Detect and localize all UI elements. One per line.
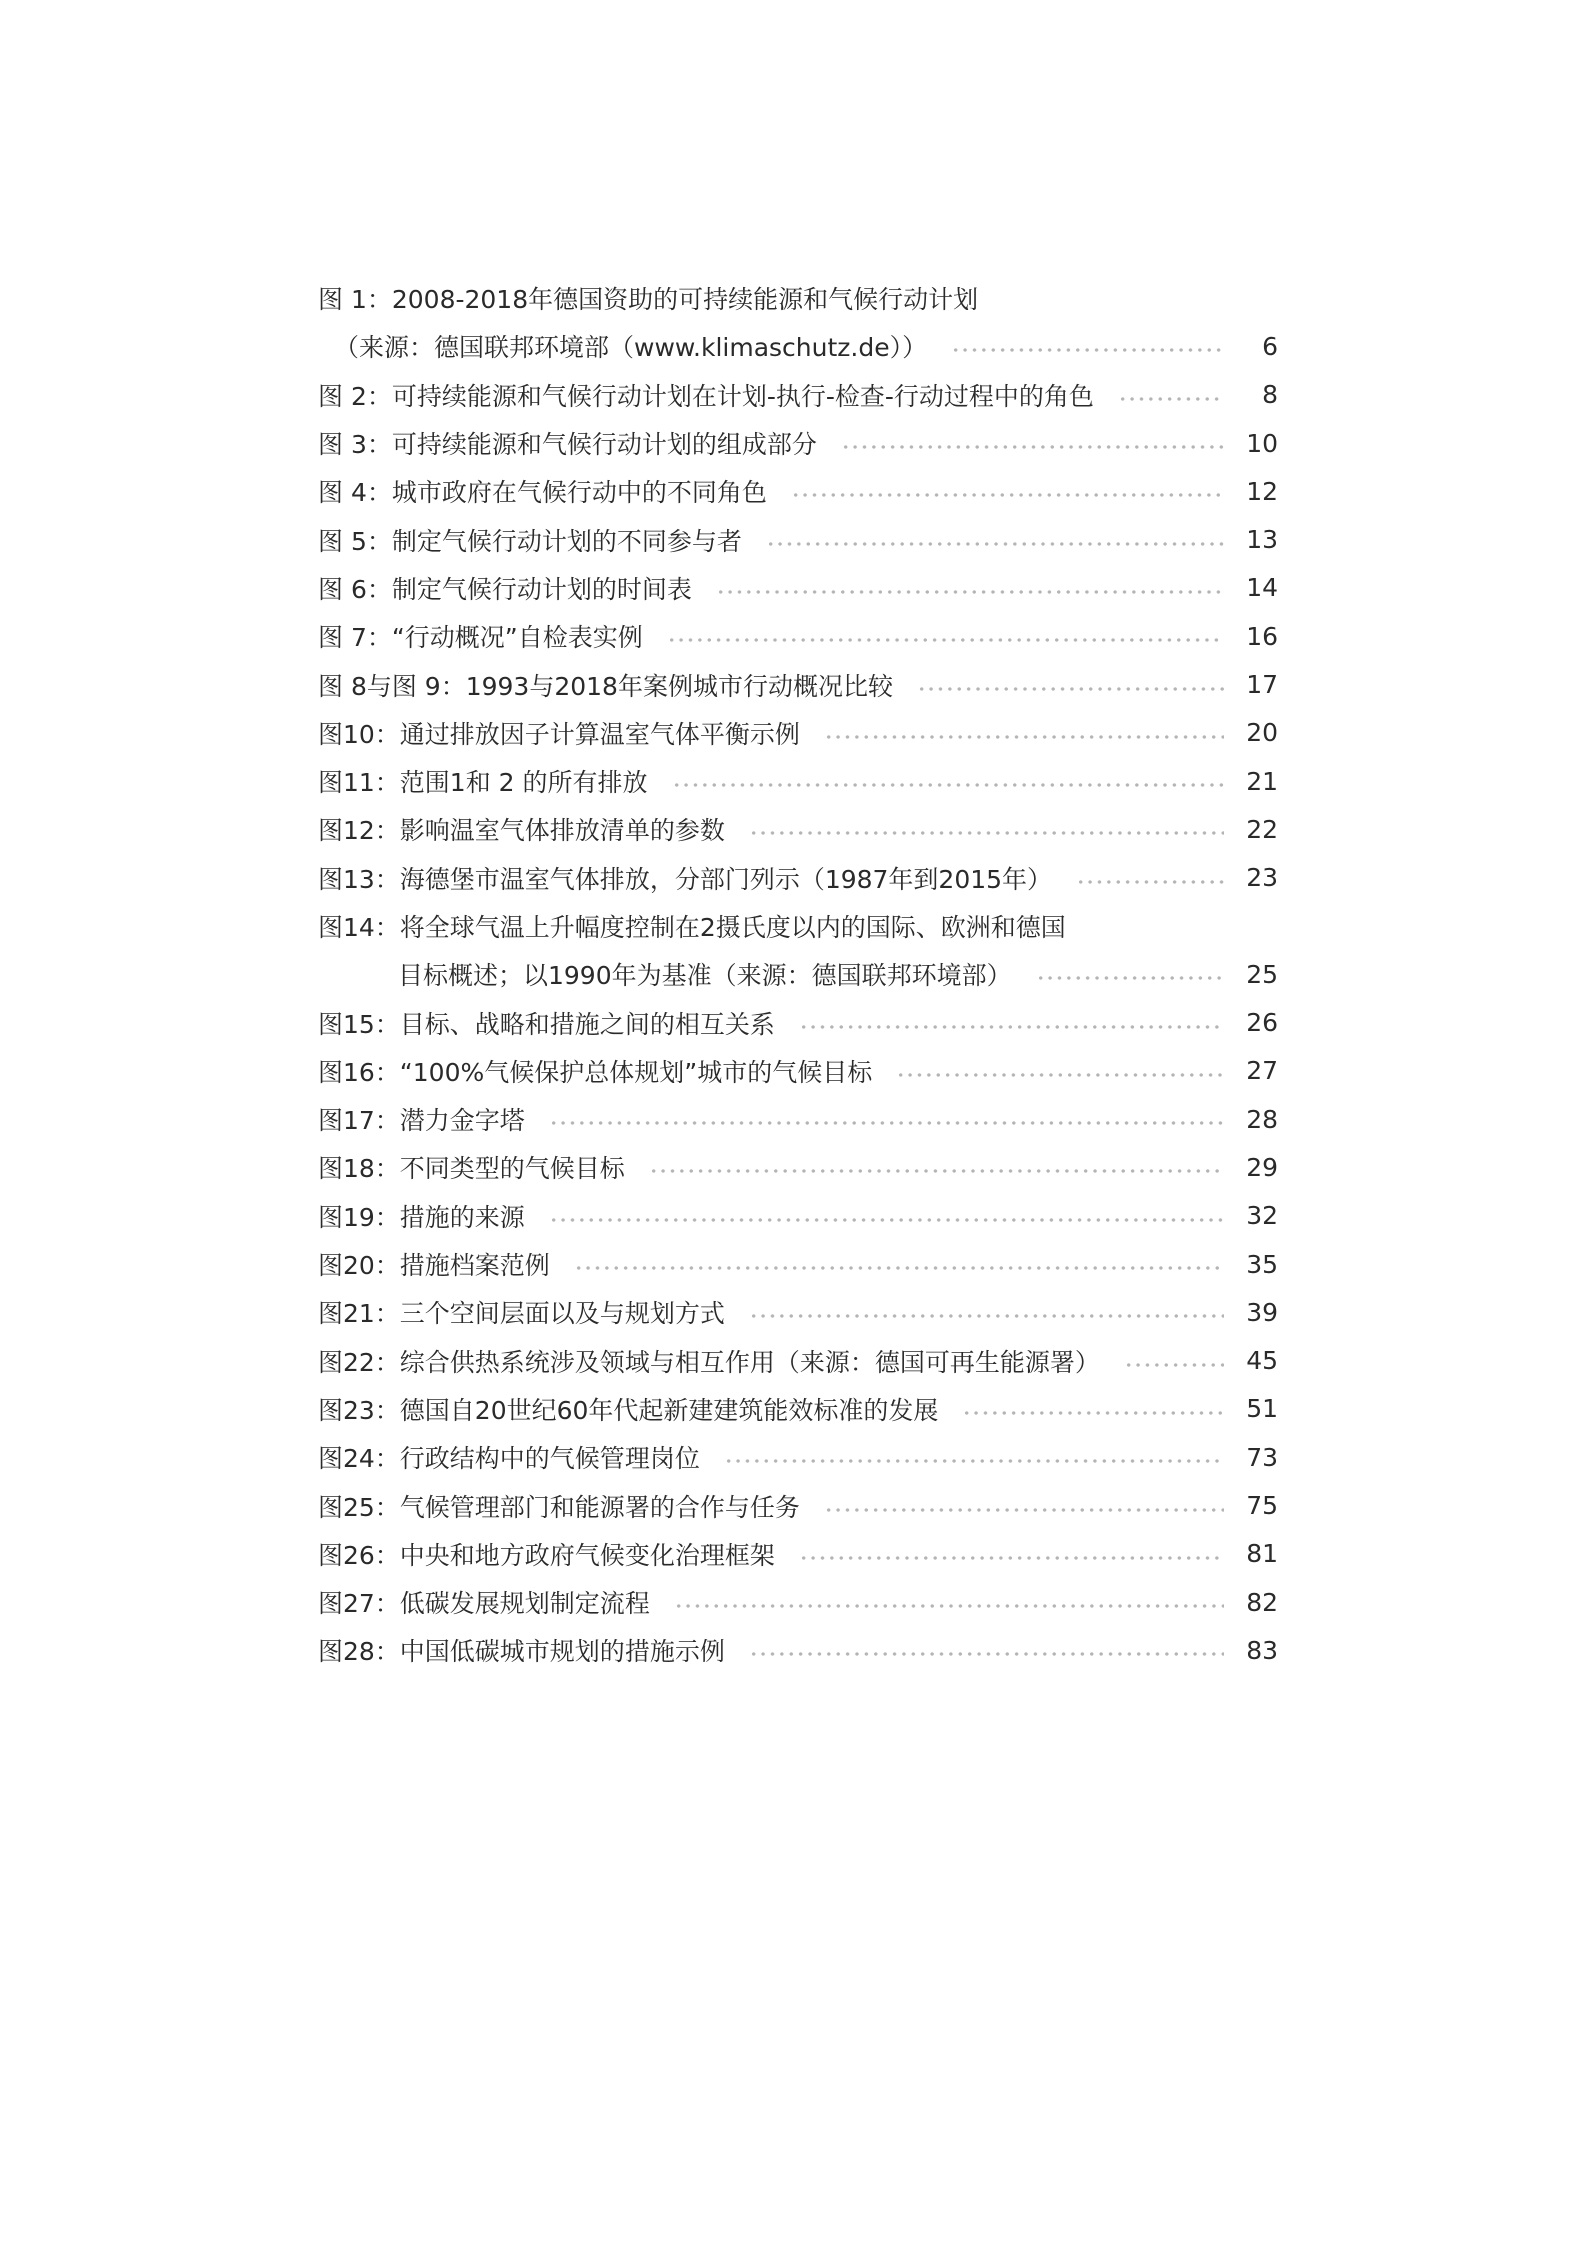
toc-entry-page: 14	[1246, 573, 1278, 603]
toc-entry-title: 图 2：可持续能源和气候行动计划在计划-执行-检查-行动过程中的角色	[318, 381, 1094, 411]
toc-entry-page: 82	[1246, 1587, 1278, 1617]
toc-entry[interactable]	[318, 467, 1278, 515]
dot-leader	[549, 1218, 1224, 1222]
toc-entry-page: 13	[1246, 525, 1278, 555]
toc-entry-page: 20	[1246, 718, 1278, 748]
list-of-figures	[318, 274, 1278, 1675]
toc-entry[interactable]	[318, 805, 1278, 853]
toc-entry-page: 17	[1246, 670, 1278, 700]
toc-entry-page: 83	[1246, 1635, 1278, 1665]
dot-leader	[649, 1169, 1224, 1173]
toc-entry-title: 图 7：“行动概况”自检表实例	[318, 623, 643, 653]
toc-entry[interactable]	[318, 1047, 1278, 1095]
toc-entry-title: 图27：低碳发展规划制定流程	[318, 1589, 650, 1619]
toc-entry[interactable]	[318, 564, 1278, 612]
toc-entry-title: 图26：中央和地方政府气候变化治理框架	[318, 1540, 775, 1570]
dot-leader	[791, 493, 1224, 497]
toc-entry-title: 图28：中国低碳城市规划的措施示例	[318, 1637, 725, 1667]
toc-entry[interactable]	[318, 1337, 1278, 1385]
toc-entry-page: 73	[1246, 1442, 1278, 1472]
dot-leader	[962, 1411, 1224, 1415]
toc-entry-title: 图21：三个空间层面以及与规划方式	[318, 1299, 725, 1329]
toc-entry-title: 图15：目标、战略和措施之间的相互关系	[318, 1009, 775, 1039]
toc-entry-title: 图22：综合供热系统涉及领域与相互作用（来源：德国可再生能源署）	[318, 1347, 1100, 1377]
toc-entry-title: 图 8与图 9：1993与2018年案例城市行动概况比较	[318, 671, 893, 701]
toc-entry[interactable]	[318, 1288, 1278, 1336]
toc-entry[interactable]	[318, 515, 1278, 563]
toc-entry-page: 21	[1246, 766, 1278, 796]
toc-entry-title: 图10：通过排放因子计算温室气体平衡示例	[318, 719, 800, 749]
dot-leader	[824, 1508, 1224, 1512]
dot-leader	[896, 1073, 1224, 1077]
dot-leader	[917, 687, 1224, 691]
toc-entry-page: 10	[1246, 428, 1278, 458]
dot-leader	[824, 735, 1224, 739]
toc-entry[interactable]	[318, 1626, 1278, 1674]
dot-leader	[1076, 880, 1224, 884]
toc-entry-title: 图18：不同类型的气候目标	[318, 1154, 625, 1184]
toc-entry[interactable]	[318, 1578, 1278, 1626]
toc-entry-page: 6	[1262, 331, 1278, 361]
dot-leader	[716, 590, 1224, 594]
toc-entry-page: 22	[1246, 814, 1278, 844]
toc-entry-title: 目标概述；以1990年为基准（来源：德国联邦环境部）	[398, 961, 1012, 991]
toc-entry-title: 图 1：2008-2018年德国资助的可持续能源和气候行动计划	[318, 285, 979, 315]
toc-entry-page: 23	[1246, 863, 1278, 893]
toc-entry-title: 图20：措施档案范例	[318, 1251, 550, 1281]
toc-entry-title: 图14：将全球气温上升幅度控制在2摄氏度以内的国际、欧洲和德国	[318, 913, 1066, 942]
toc-entry[interactable]	[318, 612, 1278, 660]
dot-leader	[749, 1652, 1224, 1656]
toc-entry[interactable]	[318, 660, 1278, 708]
toc-entry[interactable]	[318, 902, 1278, 950]
toc-entry[interactable]	[318, 1433, 1278, 1481]
toc-entry-title: 图 4：城市政府在气候行动中的不同角色	[318, 478, 767, 508]
toc-entry[interactable]	[318, 1385, 1278, 1433]
dot-leader	[951, 348, 1224, 352]
toc-entry[interactable]	[318, 419, 1278, 467]
toc-entry-page: 25	[1246, 959, 1278, 989]
toc-entry-page: 32	[1246, 1201, 1278, 1231]
toc-entry-title: 图11：范围1和 2 的所有排放	[318, 768, 648, 798]
dot-leader	[1036, 976, 1224, 980]
toc-entry[interactable]	[318, 1530, 1278, 1578]
dot-leader	[1118, 397, 1224, 401]
dot-leader	[799, 1556, 1224, 1560]
toc-entry-title: 图13：海德堡市温室气体排放，分部门列示（1987年到2015年）	[318, 864, 1053, 894]
toc-entry-page: 75	[1246, 1491, 1278, 1521]
toc-entry-title: 图 5：制定气候行动计划的不同参与者	[318, 526, 742, 556]
toc-entry[interactable]	[318, 854, 1278, 902]
toc-entry-page: 16	[1246, 621, 1278, 651]
toc-entry[interactable]	[318, 1240, 1278, 1288]
toc-entry-title: 图 6：制定气候行动计划的时间表	[318, 574, 692, 604]
toc-entry-title: 图24：行政结构中的气候管理岗位	[318, 1444, 700, 1474]
toc-entry-title: 图25：气候管理部门和能源署的合作与任务	[318, 1492, 800, 1522]
toc-entry[interactable]	[318, 1481, 1278, 1529]
dot-leader	[1124, 1363, 1224, 1367]
toc-entry-title: 图16：“100%气候保护总体规划”城市的气候目标	[318, 1057, 873, 1087]
toc-entry-page: 12	[1246, 476, 1278, 506]
toc-entry[interactable]	[318, 998, 1278, 1046]
toc-entry-title: 图19：措施的来源	[318, 1202, 525, 1232]
dot-leader	[841, 445, 1224, 449]
toc-entry-page: 8	[1262, 380, 1278, 410]
dot-leader	[672, 783, 1224, 787]
dot-leader	[799, 1025, 1224, 1029]
toc-entry-page: 26	[1246, 1008, 1278, 1038]
toc-entry[interactable]	[318, 757, 1278, 805]
dot-leader	[749, 1314, 1224, 1318]
dot-leader	[549, 1121, 1224, 1125]
dot-leader	[724, 1459, 1224, 1463]
toc-entry[interactable]	[318, 1095, 1278, 1143]
dot-leader	[674, 1604, 1224, 1608]
toc-entry-page: 81	[1246, 1539, 1278, 1569]
toc-entry[interactable]	[318, 709, 1278, 757]
toc-entry[interactable]	[318, 1192, 1278, 1240]
toc-entry-page: 45	[1246, 1346, 1278, 1376]
dot-leader	[574, 1266, 1224, 1270]
toc-entry-title: （来源：德国联邦环境部（www.klimaschutz.de））	[334, 333, 928, 363]
toc-entry-page: 29	[1246, 1152, 1278, 1182]
toc-entry[interactable]	[318, 1143, 1278, 1191]
toc-entry-title: 图 3：可持续能源和气候行动计划的组成部分	[318, 430, 817, 460]
toc-entry-page: 51	[1246, 1394, 1278, 1424]
toc-entry-page: 28	[1246, 1104, 1278, 1134]
dot-leader	[766, 542, 1224, 546]
dot-leader	[749, 831, 1224, 835]
toc-entry-page: 39	[1246, 1297, 1278, 1327]
toc-entry[interactable]	[318, 371, 1278, 419]
toc-entry-title: 图12：影响温室气体排放清单的参数	[318, 816, 725, 846]
dot-leader	[667, 638, 1224, 642]
toc-entry[interactable]	[318, 274, 1278, 322]
toc-entry[interactable]	[318, 322, 1278, 370]
toc-entry-title: 图17：潜力金字塔	[318, 1106, 525, 1136]
toc-entry-title: 图23：德国自20世纪60年代起新建建筑能效标准的发展	[318, 1395, 939, 1425]
toc-entry-page: 35	[1246, 1249, 1278, 1279]
toc-entry[interactable]	[318, 950, 1278, 998]
toc-entry-page: 27	[1246, 1056, 1278, 1086]
